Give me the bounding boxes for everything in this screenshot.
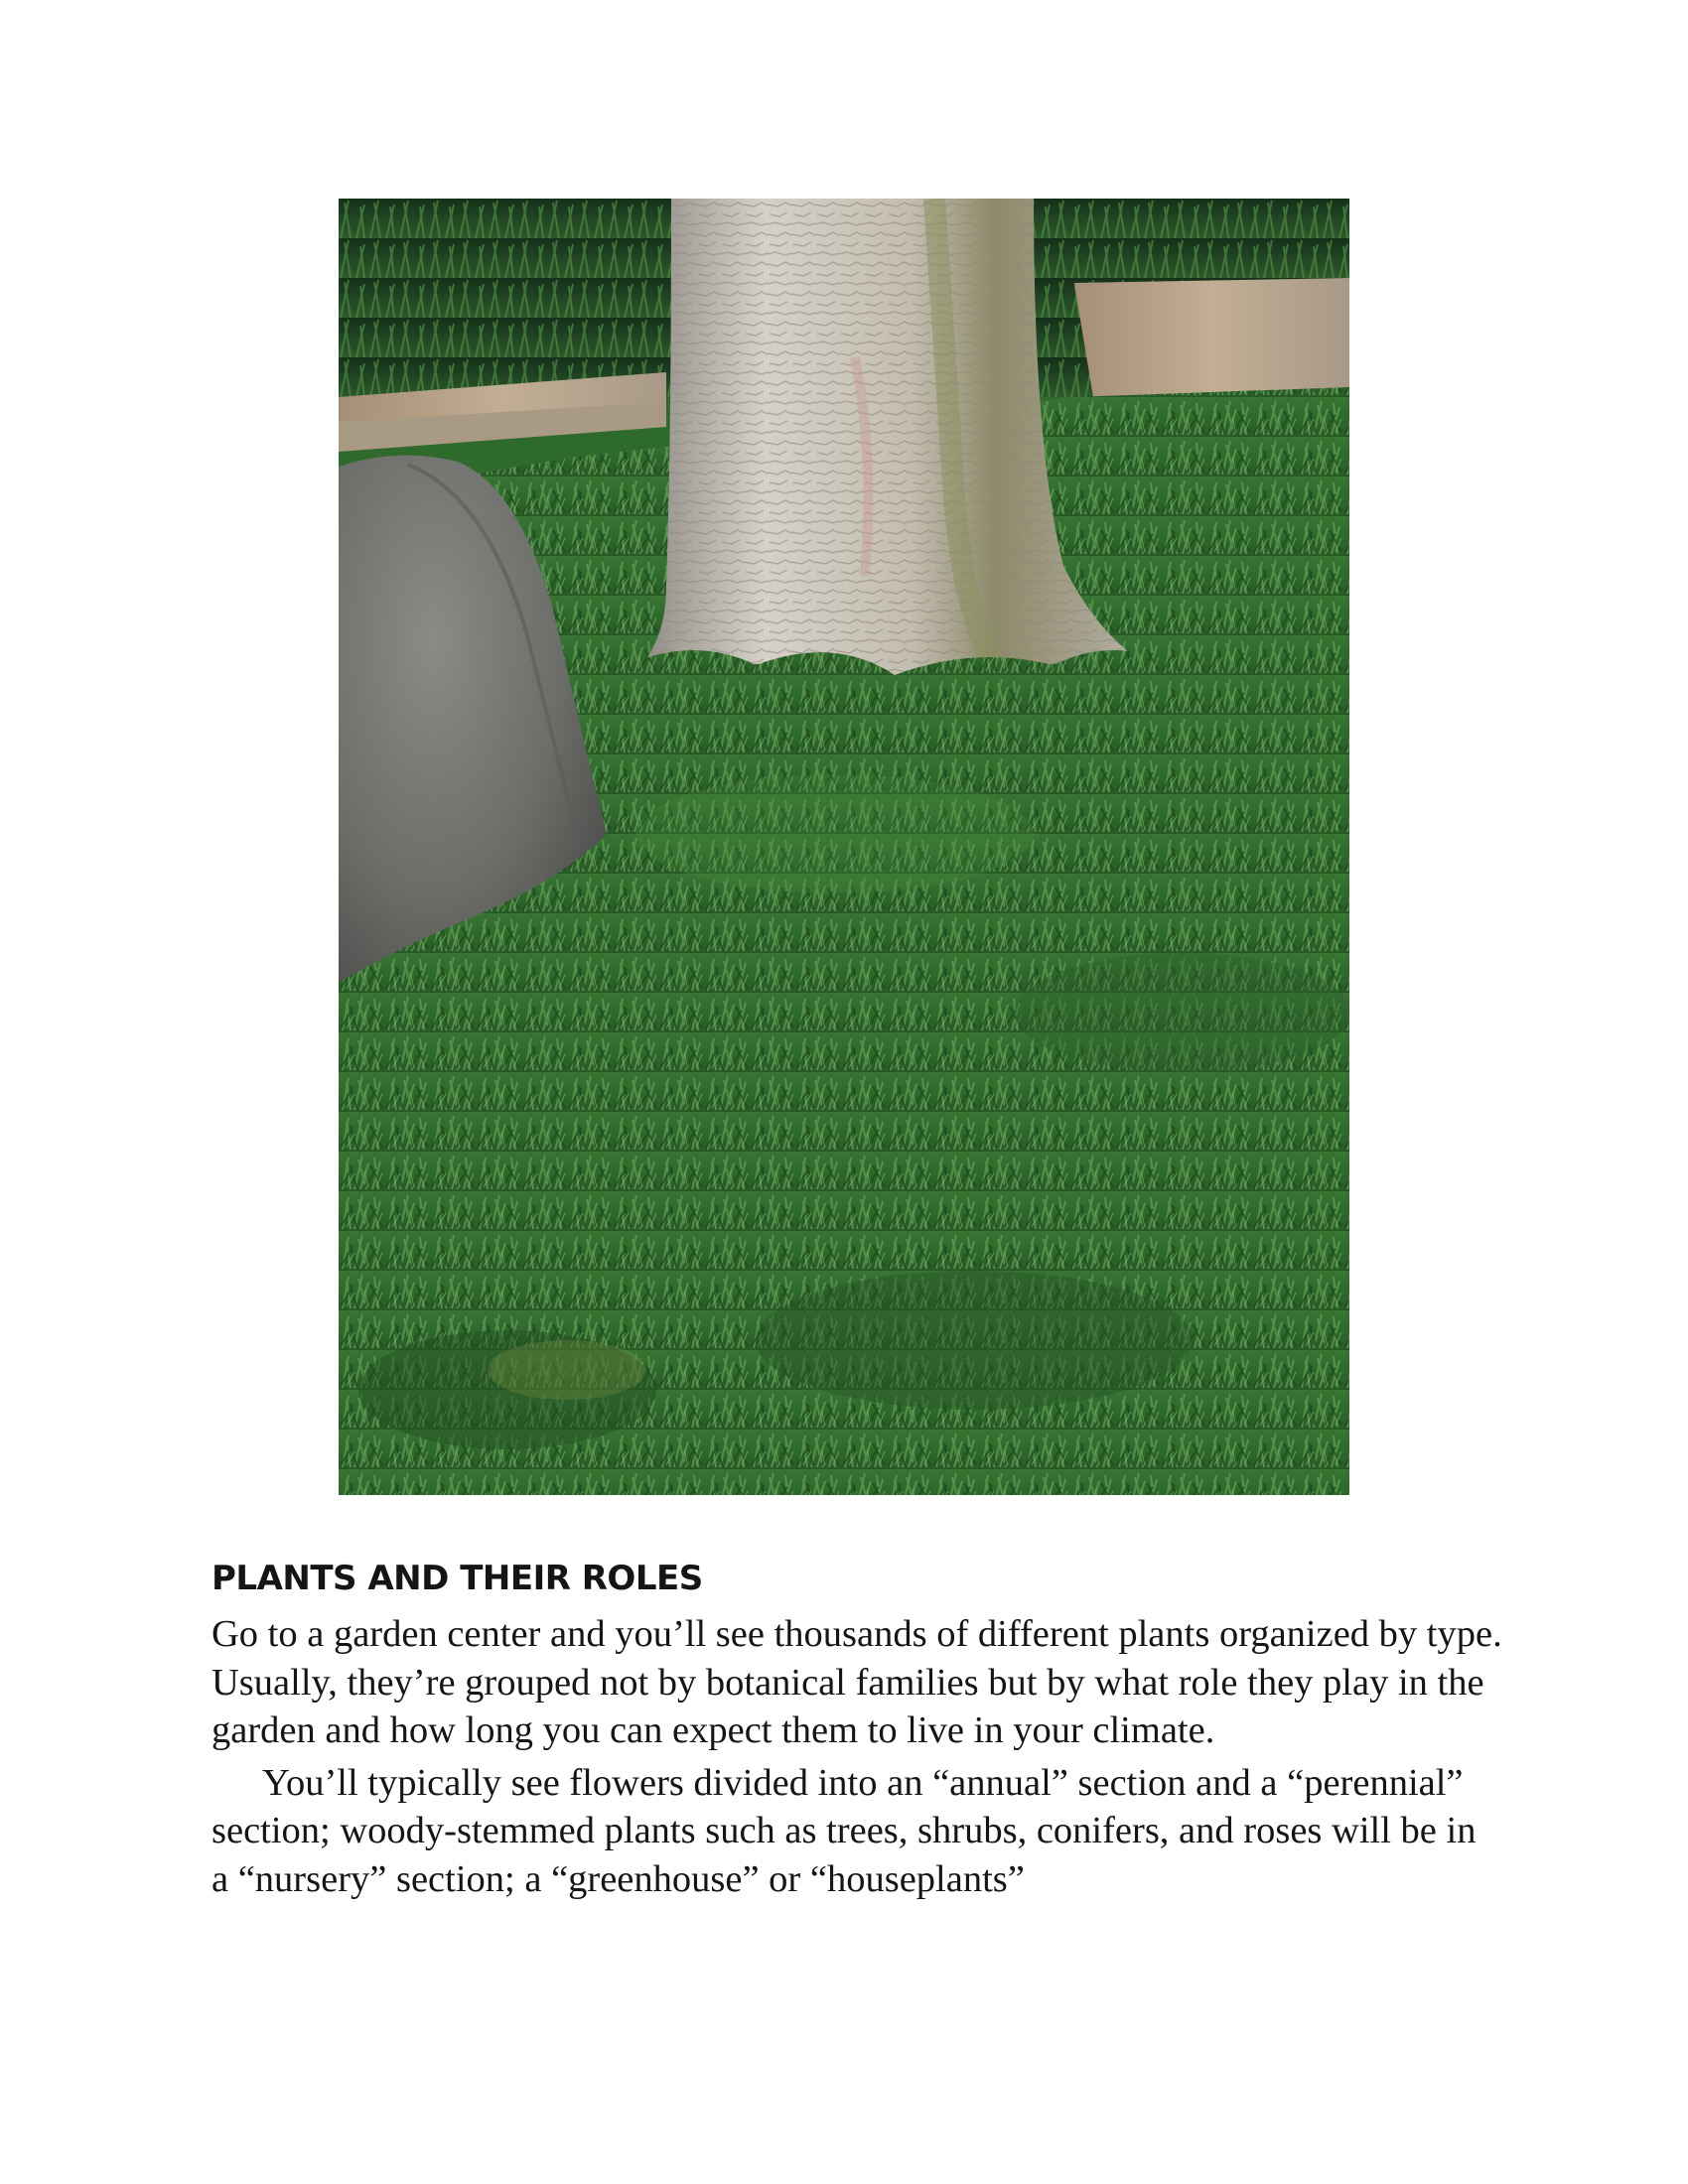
section-heading: PLANTS AND THEIR ROLES bbox=[211, 1559, 703, 1598]
grass-shadow bbox=[1014, 953, 1349, 1072]
garden-photo-illustration bbox=[339, 199, 1349, 1495]
article-section bbox=[211, 1555, 1502, 1903]
garden-photo bbox=[339, 199, 1349, 1495]
stone-path-right bbox=[1073, 278, 1349, 397]
body-paragraph: Go to a garden center and you’ll see thousands of different plants organized by type. Usually, they’re grouped not by botanical families but by what role they play in the garden and how long you can expect them to live in your climate. bbox=[211, 1613, 1502, 1751]
grass-highlight bbox=[636, 774, 1034, 893]
grass-dry-patch bbox=[488, 1340, 646, 1400]
background-foliage-right bbox=[1073, 199, 1349, 283]
grass-shadow bbox=[756, 1271, 1193, 1410]
body-paragraph: You’ll typically see flowers divided into an “annual” section and a “perennial” section; woody-stemmed plants such as trees, shrubs, conifers, and roses will be in a “nursery” section; a “greenhouse” or “houseplants” bbox=[211, 1761, 1477, 1900]
